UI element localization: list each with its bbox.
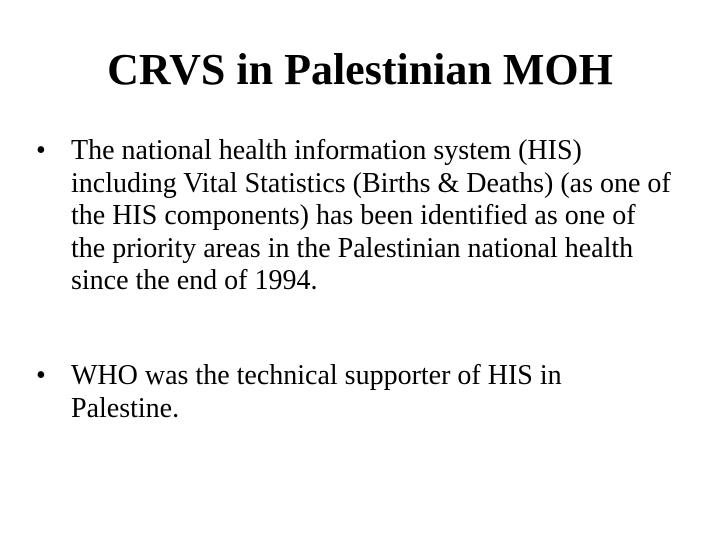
- bullet-dot-icon: •: [36, 135, 46, 166]
- bullet-item: [36, 360, 676, 425]
- bullet-text: The national health information system (HIS) including Vital Statistics (Births & Deaths) (as one of the HIS components) has been identified as one of the priority areas in the Palestinian national health since the end of 1994.: [71, 135, 671, 297]
- bullet-dot-icon: •: [36, 359, 46, 391]
- bullet-item: [36, 135, 676, 298]
- bullet-text: WHO was the technical supporter of HIS in Palestine.: [71, 359, 562, 424]
- slide-title: CRVS in Palestinian MOH: [107, 45, 613, 94]
- bullet-list: [36, 135, 676, 487]
